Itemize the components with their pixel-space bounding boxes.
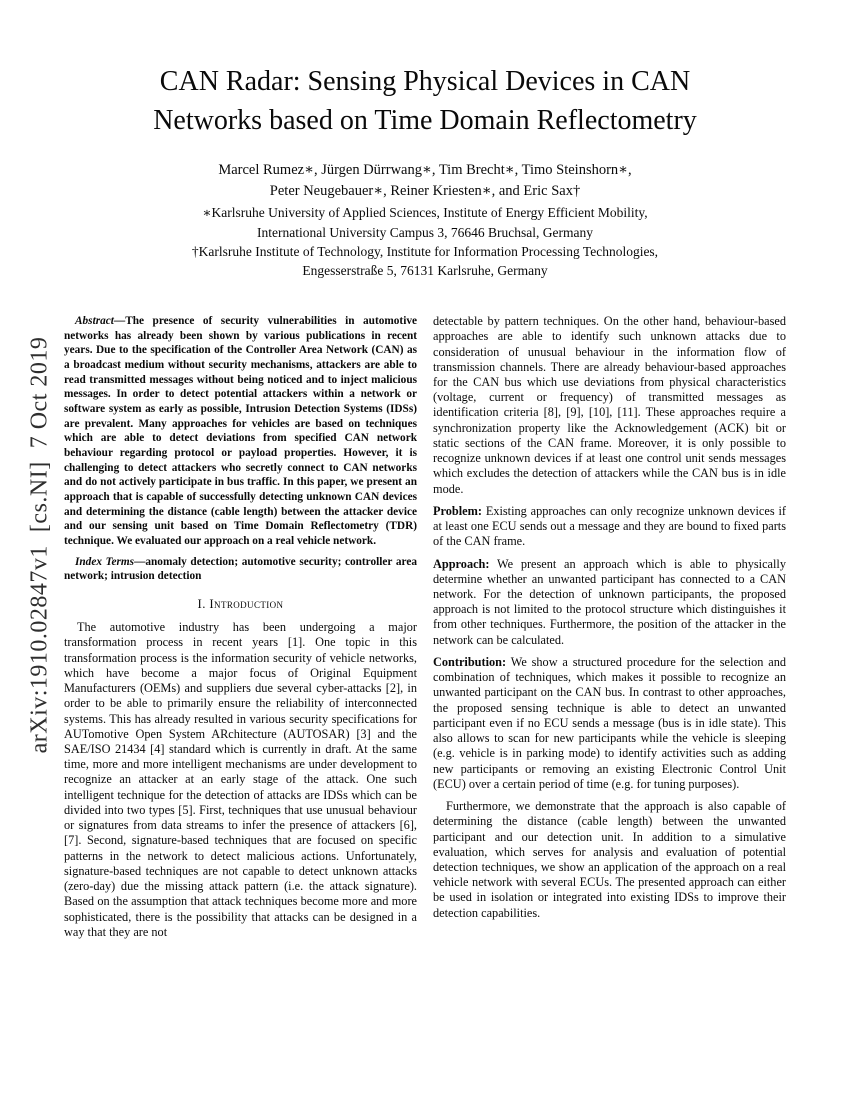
contribution-label: Contribution: <box>433 654 507 669</box>
title-line-2: Networks based on Time Domain Reflectometry <box>153 105 697 137</box>
abstract-label: Abstract <box>75 315 114 328</box>
problem-label: Problem: <box>433 503 482 518</box>
section-heading-introduction: I. Introduction <box>197 597 284 612</box>
abstract-text: —The presence of security vulnerabilities in automotive networks has already been shown by various publications in recent years. Due to the specification of the Controller Area Network (CAN) as a broadcast medium without security mechanisms, attackers are able to read transmitted messages without being noticed and to inject malicious messages. In order to detect potential attackers within a network or software system as early as possible, Intrusion Detection Systems (IDSs) are prevalent. Many approaches for vehicles are based on techniques which are able to detect deviations from specified CAN network behaviour regarding protocol or payload properties. However, it is challenging to detect attackers who secretly connect to CAN networks and do not actively participate in bus traffic. In this paper, we present an approach that is capable of successfully detecting unknown CAN devices and determining the distance (cable length) between the attacker device and our sensing unit based on Time Domain Reflectometry (TDR) technique. We evaluated our approach on a real vehicle network. <box>64 315 417 548</box>
index-terms-text: —anomaly detection; automotive security; controller area network; intrusion detection <box>64 555 417 583</box>
right-column <box>433 314 786 940</box>
approach-label: Approach: <box>433 556 490 571</box>
authors-line-1: Marcel Rumez∗, Jürgen Dürrwang∗, Tim Brecht∗, Timo Steinshorn∗, <box>218 162 632 179</box>
index-terms-label: Index Terms <box>75 555 135 568</box>
title-line-1: CAN Radar: Sensing Physical Devices in CAN <box>159 66 691 97</box>
paper-header <box>0 0 850 280</box>
paper-title <box>0 62 850 140</box>
authors-line-2: Peter Neugebauer∗, Reiner Kriesten∗, and Eric Sax† <box>269 183 581 200</box>
affiliation-2-line-2: Engesserstraße 5, 76131 Karlsruhe, Germany <box>302 262 548 278</box>
affiliation-1-line-1: ∗Karlsruhe University of Applied Sciences, Institute of Energy Efficient Mobility, <box>202 205 648 221</box>
contribution-text: We show a structured procedure for the selection and combination of techniques, which makes it possible to recognize an unwanted participant on the CAN bus. In contrast to other approaches, the proposed sensing technique is able to detect an unwanted participant even if no ECU sends a message (bus is in idle state). This also allows to scan for new participants while the vehicle is sleeping (e.g. vehicle is in parking mode) to identify activities such as adding new participants or removing an existing Electronic Control Unit (ECU) over a certain period of time (e.g. for tuning purposes). <box>433 654 786 791</box>
abstract-paragraph <box>64 314 417 549</box>
problem-text: Existing approaches can only recognize unknown devices if at least one ECU sends out a message and they are bound to fixed parts of the CAN frame. <box>433 503 786 549</box>
approach-paragraph <box>433 557 786 648</box>
affiliation-block <box>0 203 850 280</box>
approach-text: We present an approach which is able to physically determine whether an unwanted participant has connected to a CAN network. For the detection of unknown participants, the proposed approach is not limited to the protocol structure which distinguishes it from other techniques. Furthermore, the position of the attacker in the network can be calculated. <box>433 556 786 647</box>
left-column <box>64 314 417 940</box>
index-terms-paragraph <box>64 555 417 584</box>
affiliation-2-line-1: †Karlsruhe Institute of Technology, Institute for Information Processing Technologies, <box>191 243 659 259</box>
arxiv-watermark: arXiv:1910.02847v1 [cs.NI] 7 Oct 2019 <box>26 336 53 754</box>
author-block <box>0 160 850 202</box>
contribution-paragraph <box>433 655 786 792</box>
problem-paragraph <box>433 504 786 550</box>
intro-paragraph-3: Furthermore, we demonstrate that the approach is also capable of determining the distance (cable length) between the unwanted participant and our detection unit. In addition to a simulative evaluation, which serves for analysis and evaluation of potential detection techniques, we show an application of the approach on a real vehicle network with several ECUs. The presented approach can either be used in isolation or integrated into existing IDSs to improve their detection capabilities. <box>433 799 786 920</box>
intro-paragraph-2: detectable by pattern techniques. On the other hand, behaviour-based approaches are able to identify such unknown attacks due to consideration of unusual behaviour in the information flow of transmission channels. There are already behaviour-based approaches for the CAN bus which use deviations from physical characteristics (voltage, current or frequency) of transmitted messages as identification criteria [8], [9], [10], [11]. These approaches require a synchronization property like the Acknowledgement (ACK) bit or static sections of the CAN frame. Moreover, it is only possible to recognize unknown devices if at least one control unit sends messages which excludes the detection of attackers while the CAN bus is in idle mode. <box>433 314 786 496</box>
affiliation-1-line-2: International University Campus 3, 76646 Bruchsal, Germany <box>257 224 593 240</box>
intro-paragraph-1: The automotive industry has been undergoing a major transformation process in recent years [1]. One topic in this transformation process is the information security of vehicle networks, which have become a major focus of Original Equipment Manufacturers (OEMs) and suppliers due several cyber-attacks [2], in order to be able to primarily ensure the reliability of interconnected systems. This has already resulted in various security specifications for AUTomotive Open System ARchitecture (AUTOSAR) [3] and the SAE/ISO 21434 [4] standard which is currently in draft. At the same time, more and more intelligent mechanisms are under development to recognize an attacker at an early stage of the attack. One such intelligent technique for the detection of attacks are IDSs which can be divided into two types [5]. First, techniques that use unusual behaviour or signatures from data streams to infer the presence of attackers [6], [7]. Second, signature-based techniques that are focused on specific patterns in the network to detect malicious actions. Unfortunately, signature-based techniques are not capable to detect unknown attacks (zero-day) due the missing attack pattern (i.e. the attack signature). Based on the assumption that attack techniques become more and more sophisticated, there is the possibility that attacks can be designed in a way that they are not <box>64 620 417 939</box>
two-column-body <box>0 314 850 940</box>
